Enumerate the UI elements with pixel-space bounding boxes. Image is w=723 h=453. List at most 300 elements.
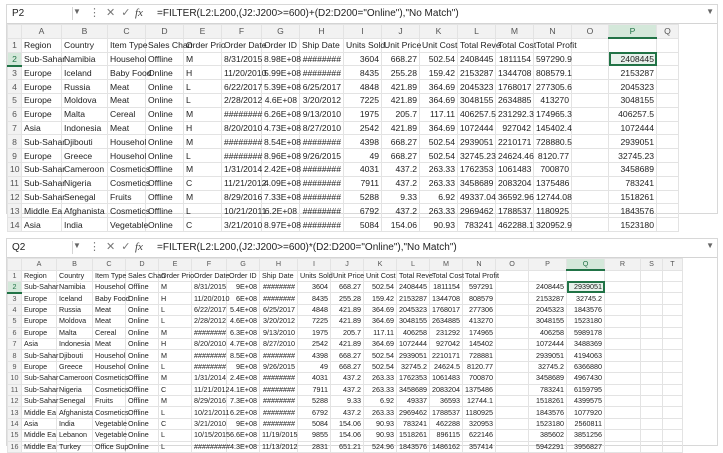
- cell[interactable]: 5989178: [567, 327, 605, 338]
- cell[interactable]: 8435: [344, 66, 382, 80]
- cell[interactable]: Sub-Sahar: [22, 281, 57, 293]
- cell[interactable]: Lebanon: [57, 430, 93, 441]
- cell[interactable]: 24624.5: [430, 361, 463, 372]
- cell[interactable]: 2634885: [430, 316, 463, 327]
- cell[interactable]: [657, 80, 679, 94]
- cell[interactable]: Turkey: [57, 441, 93, 452]
- row-header[interactable]: 6: [8, 107, 22, 121]
- cell[interactable]: 2560811: [567, 418, 605, 429]
- cell[interactable]: H: [159, 293, 192, 305]
- cell[interactable]: ########: [192, 350, 227, 361]
- cell[interactable]: [496, 418, 529, 429]
- cell[interactable]: 896115: [430, 430, 463, 441]
- cell[interactable]: 783241: [397, 418, 430, 429]
- cell[interactable]: 668.27: [331, 361, 364, 372]
- cell[interactable]: [572, 66, 609, 80]
- cell[interactable]: C: [184, 176, 222, 190]
- cancel-icon[interactable]: ✕: [106, 7, 122, 19]
- cell[interactable]: 154.06: [331, 418, 364, 429]
- cell[interactable]: Indonesia: [57, 339, 93, 350]
- cell[interactable]: Europe: [22, 316, 57, 327]
- column-header-k[interactable]: K: [420, 25, 458, 39]
- cell[interactable]: [641, 361, 663, 372]
- cell[interactable]: Househol: [108, 52, 146, 66]
- cell[interactable]: 174965.3: [534, 107, 572, 121]
- cell[interactable]: Offline: [146, 204, 184, 218]
- cell[interactable]: 2153287: [458, 66, 496, 80]
- cell[interactable]: 6.92: [364, 396, 397, 407]
- cell[interactable]: 3458689: [529, 373, 567, 384]
- cell[interactable]: M: [184, 107, 222, 121]
- cell[interactable]: Country: [57, 270, 93, 281]
- cell[interactable]: ########: [222, 107, 262, 121]
- cell[interactable]: 5.99E+08: [262, 66, 300, 80]
- cell[interactable]: 263.33: [420, 176, 458, 190]
- cell[interactable]: 651.21: [331, 441, 364, 452]
- cell[interactable]: India: [57, 418, 93, 429]
- cell[interactable]: 502.54: [420, 135, 458, 149]
- cell[interactable]: [496, 373, 529, 384]
- cell[interactable]: [663, 293, 683, 305]
- cell[interactable]: Cosmetics: [108, 162, 146, 176]
- cell[interactable]: Middle Ea: [22, 430, 57, 441]
- cell[interactable]: 2969462: [397, 407, 430, 418]
- cell[interactable]: 1762353: [397, 373, 430, 384]
- cell[interactable]: 255.28: [331, 293, 364, 305]
- cell[interactable]: [496, 396, 529, 407]
- cell[interactable]: 6/22/2017: [222, 80, 262, 94]
- cell[interactable]: 502.54: [364, 361, 397, 372]
- cell[interactable]: Malta: [57, 327, 93, 338]
- cell[interactable]: 1072444: [529, 339, 567, 350]
- cell[interactable]: 421.89: [382, 121, 420, 135]
- cell[interactable]: Househol: [93, 361, 126, 372]
- cell[interactable]: ########: [260, 396, 298, 407]
- cell[interactable]: Nigeria: [57, 384, 93, 395]
- cell[interactable]: 2408445: [529, 281, 567, 293]
- cell[interactable]: 117.11: [420, 107, 458, 121]
- cell[interactable]: [496, 327, 529, 338]
- cell[interactable]: 437.2: [331, 373, 364, 384]
- cell[interactable]: [605, 339, 641, 350]
- cell[interactable]: ########: [300, 52, 344, 66]
- cell[interactable]: 10/21/2011: [222, 204, 262, 218]
- cell[interactable]: 8.5E+08: [227, 350, 260, 361]
- cell[interactable]: 1061483: [496, 162, 534, 176]
- cell[interactable]: ########: [300, 190, 344, 204]
- cell[interactable]: 8/29/2016: [192, 396, 227, 407]
- cell[interactable]: ########: [300, 66, 344, 80]
- cell[interactable]: 263.33: [364, 373, 397, 384]
- cell[interactable]: ########: [222, 135, 262, 149]
- cell[interactable]: Office Sup: [93, 441, 126, 452]
- cell[interactable]: 4.6E+08: [227, 316, 260, 327]
- row-header[interactable]: 8: [8, 135, 22, 149]
- enter-icon[interactable]: ✓: [121, 241, 137, 253]
- column-header-d[interactable]: D: [146, 25, 184, 39]
- cell[interactable]: 8/27/2010: [300, 121, 344, 135]
- cell[interactable]: Afghanista: [57, 407, 93, 418]
- cell[interactable]: C: [159, 418, 192, 429]
- cell[interactable]: 8/20/2010: [192, 339, 227, 350]
- cell[interactable]: Sub-Sahar: [22, 190, 62, 204]
- cell[interactable]: 1768017: [496, 80, 534, 94]
- cell[interactable]: 8435: [298, 293, 331, 305]
- row-header[interactable]: 8: [8, 350, 22, 361]
- column-header-m[interactable]: M: [496, 25, 534, 39]
- cell[interactable]: [496, 316, 529, 327]
- column-header-d[interactable]: D: [126, 259, 159, 271]
- cell[interactable]: Offline: [126, 407, 159, 418]
- row-header[interactable]: 11: [8, 384, 22, 395]
- row-header[interactable]: 2: [8, 281, 22, 293]
- row-header[interactable]: 14: [8, 218, 22, 232]
- cell[interactable]: 421.89: [382, 93, 420, 107]
- cell[interactable]: 668.27: [331, 350, 364, 361]
- cell[interactable]: [657, 107, 679, 121]
- cell[interactable]: 9855: [298, 430, 331, 441]
- cell[interactable]: 1843576: [397, 441, 430, 452]
- cell[interactable]: 32745.2: [529, 361, 567, 372]
- cell[interactable]: [605, 304, 641, 315]
- cell[interactable]: 8/20/2010: [222, 121, 262, 135]
- chevron-down-icon[interactable]: ▼: [73, 7, 81, 16]
- cell[interactable]: [657, 176, 679, 190]
- column-header-s[interactable]: S: [641, 259, 663, 271]
- cell[interactable]: Online: [126, 316, 159, 327]
- cell[interactable]: Offline: [126, 396, 159, 407]
- cell[interactable]: [572, 52, 609, 66]
- column-header-f[interactable]: F: [192, 259, 227, 271]
- cell[interactable]: 668.27: [382, 52, 420, 66]
- cell[interactable]: 413270: [534, 93, 572, 107]
- cell[interactable]: 32745.2: [567, 293, 605, 305]
- cell[interactable]: 6.92: [420, 190, 458, 204]
- cell[interactable]: 597290.9: [534, 52, 572, 66]
- cell[interactable]: 154.06: [331, 430, 364, 441]
- cell[interactable]: 2634885: [496, 93, 534, 107]
- column-header-c[interactable]: C: [108, 25, 146, 39]
- cell[interactable]: Sales Chan: [146, 38, 184, 52]
- cell[interactable]: [496, 304, 529, 315]
- cell[interactable]: 1811154: [430, 281, 463, 293]
- cell[interactable]: 205.7: [382, 107, 420, 121]
- cell[interactable]: 6.3E+08: [227, 327, 260, 338]
- cell[interactable]: M: [159, 373, 192, 384]
- cell[interactable]: [657, 218, 679, 232]
- cell[interactable]: [641, 373, 663, 384]
- cell[interactable]: M: [184, 135, 222, 149]
- cell[interactable]: Offline: [126, 281, 159, 293]
- cell[interactable]: 263.33: [364, 384, 397, 395]
- cell[interactable]: Europe: [22, 327, 57, 338]
- cell[interactable]: 502.54: [420, 52, 458, 66]
- cell[interactable]: 2542: [344, 121, 382, 135]
- cell[interactable]: [605, 281, 641, 293]
- cell[interactable]: 1843576: [609, 204, 657, 218]
- cell[interactable]: Region: [22, 38, 62, 52]
- cell[interactable]: Vegetable: [108, 218, 146, 232]
- cell[interactable]: 32745.2: [397, 361, 430, 372]
- cell[interactable]: 4398: [344, 135, 382, 149]
- cell[interactable]: Order Prio: [184, 38, 222, 52]
- column-header-o[interactable]: O: [572, 25, 609, 39]
- cell[interactable]: Offline: [146, 162, 184, 176]
- row-header[interactable]: 12: [8, 190, 22, 204]
- cell[interactable]: L: [184, 93, 222, 107]
- cell[interactable]: 9/26/2015: [260, 361, 298, 372]
- cell[interactable]: 4399575: [567, 396, 605, 407]
- cell[interactable]: 8/31/2015: [192, 281, 227, 293]
- cell[interactable]: 783241: [529, 384, 567, 395]
- cell[interactable]: Unit Cost: [420, 38, 458, 52]
- cell[interactable]: 1768017: [430, 304, 463, 315]
- cell[interactable]: 502.54: [420, 149, 458, 163]
- cell[interactable]: 1375486: [534, 176, 572, 190]
- cell[interactable]: ########: [300, 176, 344, 190]
- cell[interactable]: Order Date: [222, 38, 262, 52]
- cell[interactable]: 8/27/2010: [260, 339, 298, 350]
- cell[interactable]: L: [159, 430, 192, 441]
- cell[interactable]: 364.69: [364, 304, 397, 315]
- cell[interactable]: 8.96E+08: [262, 149, 300, 163]
- cell[interactable]: [657, 162, 679, 176]
- cell[interactable]: [572, 135, 609, 149]
- cell[interactable]: Househol: [93, 281, 126, 293]
- cell[interactable]: [663, 418, 683, 429]
- cell[interactable]: [641, 281, 663, 293]
- cell[interactable]: Middle Ea: [22, 204, 62, 218]
- cell[interactable]: [605, 384, 641, 395]
- cell[interactable]: Europe: [22, 66, 62, 80]
- column-header-j[interactable]: J: [382, 25, 420, 39]
- cell[interactable]: [663, 270, 683, 281]
- cell[interactable]: 320952.9: [534, 218, 572, 232]
- cell[interactable]: 9/13/2010: [300, 107, 344, 121]
- cell[interactable]: 6.26E+08: [262, 107, 300, 121]
- cell[interactable]: Cosmetics: [108, 204, 146, 218]
- cell[interactable]: 205.7: [331, 327, 364, 338]
- cell[interactable]: Europe: [22, 304, 57, 315]
- cell[interactable]: 2939051: [609, 135, 657, 149]
- column-header-g[interactable]: G: [262, 25, 300, 39]
- cell[interactable]: 2045323: [458, 80, 496, 94]
- cell[interactable]: ########: [300, 218, 344, 232]
- cell[interactable]: 117.11: [364, 327, 397, 338]
- column-header-c[interactable]: C: [93, 259, 126, 271]
- column-header-t[interactable]: T: [663, 259, 683, 271]
- cell[interactable]: Vegetable: [93, 430, 126, 441]
- formula-input[interactable]: =FILTER(L2:L200,(J2:J200>=600)+(D2:D200="Online"),"No Match"): [157, 8, 459, 19]
- cell[interactable]: Online: [126, 441, 159, 452]
- column-header-i[interactable]: I: [344, 25, 382, 39]
- column-header-g[interactable]: G: [227, 259, 260, 271]
- cell[interactable]: [641, 441, 663, 452]
- cell[interactable]: [663, 396, 683, 407]
- cell[interactable]: [663, 361, 683, 372]
- cell[interactable]: 9/13/2010: [260, 327, 298, 338]
- cell[interactable]: 5288: [298, 396, 331, 407]
- cell[interactable]: [605, 361, 641, 372]
- cell[interactable]: Greece: [62, 149, 108, 163]
- cell[interactable]: M: [184, 52, 222, 66]
- cell[interactable]: 1762353: [458, 162, 496, 176]
- cell[interactable]: Online: [126, 304, 159, 315]
- cell[interactable]: 421.89: [331, 316, 364, 327]
- cell[interactable]: 728881: [463, 350, 496, 361]
- cell[interactable]: [496, 350, 529, 361]
- cell[interactable]: 2153287: [609, 66, 657, 80]
- cell[interactable]: 1375486: [463, 384, 496, 395]
- cell[interactable]: 3458689: [609, 162, 657, 176]
- cell[interactable]: M: [159, 350, 192, 361]
- cell[interactable]: [605, 350, 641, 361]
- cell[interactable]: 406258: [397, 327, 430, 338]
- column-header-a[interactable]: A: [22, 25, 62, 39]
- cell[interactable]: Iceland: [62, 66, 108, 80]
- cell[interactable]: C: [159, 384, 192, 395]
- cell[interactable]: 2408445: [458, 52, 496, 66]
- cell[interactable]: 808579: [463, 293, 496, 305]
- cell[interactable]: 668.27: [382, 149, 420, 163]
- cell[interactable]: Order ID: [227, 270, 260, 281]
- cell[interactable]: 927042: [496, 121, 534, 135]
- cell[interactable]: Afghanista: [62, 204, 108, 218]
- cell[interactable]: 7911: [298, 384, 331, 395]
- cell[interactable]: [605, 407, 641, 418]
- cell[interactable]: Asia: [22, 339, 57, 350]
- cell[interactable]: [657, 135, 679, 149]
- cell[interactable]: 263.33: [420, 204, 458, 218]
- cell[interactable]: Europe: [22, 93, 62, 107]
- cell[interactable]: 10/15/2015: [192, 430, 227, 441]
- cell[interactable]: Meat: [93, 304, 126, 315]
- cell[interactable]: 1811154: [496, 52, 534, 66]
- column-header-b[interactable]: B: [57, 259, 93, 271]
- cell[interactable]: [567, 270, 605, 281]
- cell[interactable]: 1788537: [430, 407, 463, 418]
- cancel-icon[interactable]: ✕: [106, 241, 122, 253]
- cell[interactable]: 2.42E+08: [262, 162, 300, 176]
- cell[interactable]: Meat: [108, 80, 146, 94]
- cell[interactable]: Househol: [108, 149, 146, 163]
- cell[interactable]: 36592.96: [496, 190, 534, 204]
- cell[interactable]: 1072444: [458, 121, 496, 135]
- cell[interactable]: 7911: [344, 176, 382, 190]
- cell[interactable]: Region: [22, 270, 57, 281]
- cell[interactable]: Nigeria: [62, 176, 108, 190]
- row-header[interactable]: 15: [8, 430, 22, 441]
- cell[interactable]: Fruits: [93, 396, 126, 407]
- cell[interactable]: 4.1E+08: [227, 384, 260, 395]
- cell[interactable]: Online: [126, 350, 159, 361]
- cell[interactable]: Baby Food: [93, 293, 126, 305]
- cell[interactable]: Europe: [22, 80, 62, 94]
- cell[interactable]: 3458689: [458, 176, 496, 190]
- cell[interactable]: 3/20/2012: [300, 93, 344, 107]
- cell[interactable]: [641, 304, 663, 315]
- cell[interactable]: Unit Price: [331, 270, 364, 281]
- cell[interactable]: 11/13/2012: [260, 441, 298, 452]
- cell[interactable]: Sub-Sahar: [22, 350, 57, 361]
- cell[interactable]: Cameroon: [57, 373, 93, 384]
- cell[interactable]: H: [184, 121, 222, 135]
- cell[interactable]: [657, 121, 679, 135]
- cell[interactable]: [496, 281, 529, 293]
- cell[interactable]: 8.54E+08: [262, 135, 300, 149]
- expand-formula-bar-icon[interactable]: ▼: [706, 7, 714, 16]
- cell[interactable]: 2083204: [496, 176, 534, 190]
- cell[interactable]: Sub-Sahar: [22, 396, 57, 407]
- cell[interactable]: 9E+08: [227, 361, 260, 372]
- active-cell[interactable]: 2408445: [609, 52, 657, 66]
- cell[interactable]: [572, 190, 609, 204]
- cell[interactable]: 3604: [344, 52, 382, 66]
- cell[interactable]: Online: [146, 80, 184, 94]
- expand-formula-bar-icon[interactable]: ▼: [706, 241, 714, 250]
- cell[interactable]: 728880.5: [534, 135, 572, 149]
- cell[interactable]: 1843576: [567, 304, 605, 315]
- column-header-e[interactable]: E: [159, 259, 192, 271]
- cell[interactable]: Iceland: [57, 293, 93, 305]
- cell[interactable]: [663, 281, 683, 293]
- cell[interactable]: 6792: [298, 407, 331, 418]
- cell[interactable]: 502.54: [364, 281, 397, 293]
- cell[interactable]: [605, 316, 641, 327]
- cell[interactable]: 7.3E+08: [227, 396, 260, 407]
- cell[interactable]: ########: [260, 281, 298, 293]
- column-header-o[interactable]: O: [496, 259, 529, 271]
- row-header[interactable]: 13: [8, 407, 22, 418]
- cell[interactable]: 6792: [344, 204, 382, 218]
- cell[interactable]: ########: [192, 361, 227, 372]
- cell[interactable]: [663, 304, 683, 315]
- cell[interactable]: 2831: [298, 441, 331, 452]
- row-header[interactable]: 5: [8, 316, 22, 327]
- cell[interactable]: M: [159, 281, 192, 293]
- cell[interactable]: 597291: [463, 281, 496, 293]
- formula-input[interactable]: =FILTER(L2:L200,(J2:J200>=600)*(D2:D200="Online"),"No Match"): [157, 242, 457, 253]
- cell[interactable]: 364.69: [420, 93, 458, 107]
- cell[interactable]: [572, 93, 609, 107]
- cell[interactable]: 277306: [463, 304, 496, 315]
- cell[interactable]: 11/21/2012: [222, 176, 262, 190]
- cell[interactable]: Item Type: [93, 270, 126, 281]
- cell[interactable]: [572, 80, 609, 94]
- cell[interactable]: 4967430: [567, 373, 605, 384]
- cell[interactable]: [605, 327, 641, 338]
- cell[interactable]: [572, 107, 609, 121]
- cell[interactable]: [572, 121, 609, 135]
- cell[interactable]: Moldova: [62, 93, 108, 107]
- cell[interactable]: 3851256: [567, 430, 605, 441]
- column-header-m[interactable]: M: [430, 259, 463, 271]
- cell[interactable]: Online: [126, 361, 159, 372]
- cell[interactable]: 4398: [298, 350, 331, 361]
- cell[interactable]: 49337: [397, 396, 430, 407]
- cell[interactable]: ########: [300, 135, 344, 149]
- cell[interactable]: Order ID: [262, 38, 300, 52]
- active-cell[interactable]: 2939051: [567, 281, 605, 293]
- cell[interactable]: 49337.04: [458, 190, 496, 204]
- row-header[interactable]: 3: [8, 293, 22, 305]
- cell[interactable]: Sub-Sahar: [22, 135, 62, 149]
- cell[interactable]: Sub-Sahar: [22, 162, 62, 176]
- cell[interactable]: 437.2: [331, 384, 364, 395]
- column-header-n[interactable]: N: [534, 25, 572, 39]
- cell[interactable]: [605, 441, 641, 452]
- column-header-a[interactable]: A: [22, 259, 57, 271]
